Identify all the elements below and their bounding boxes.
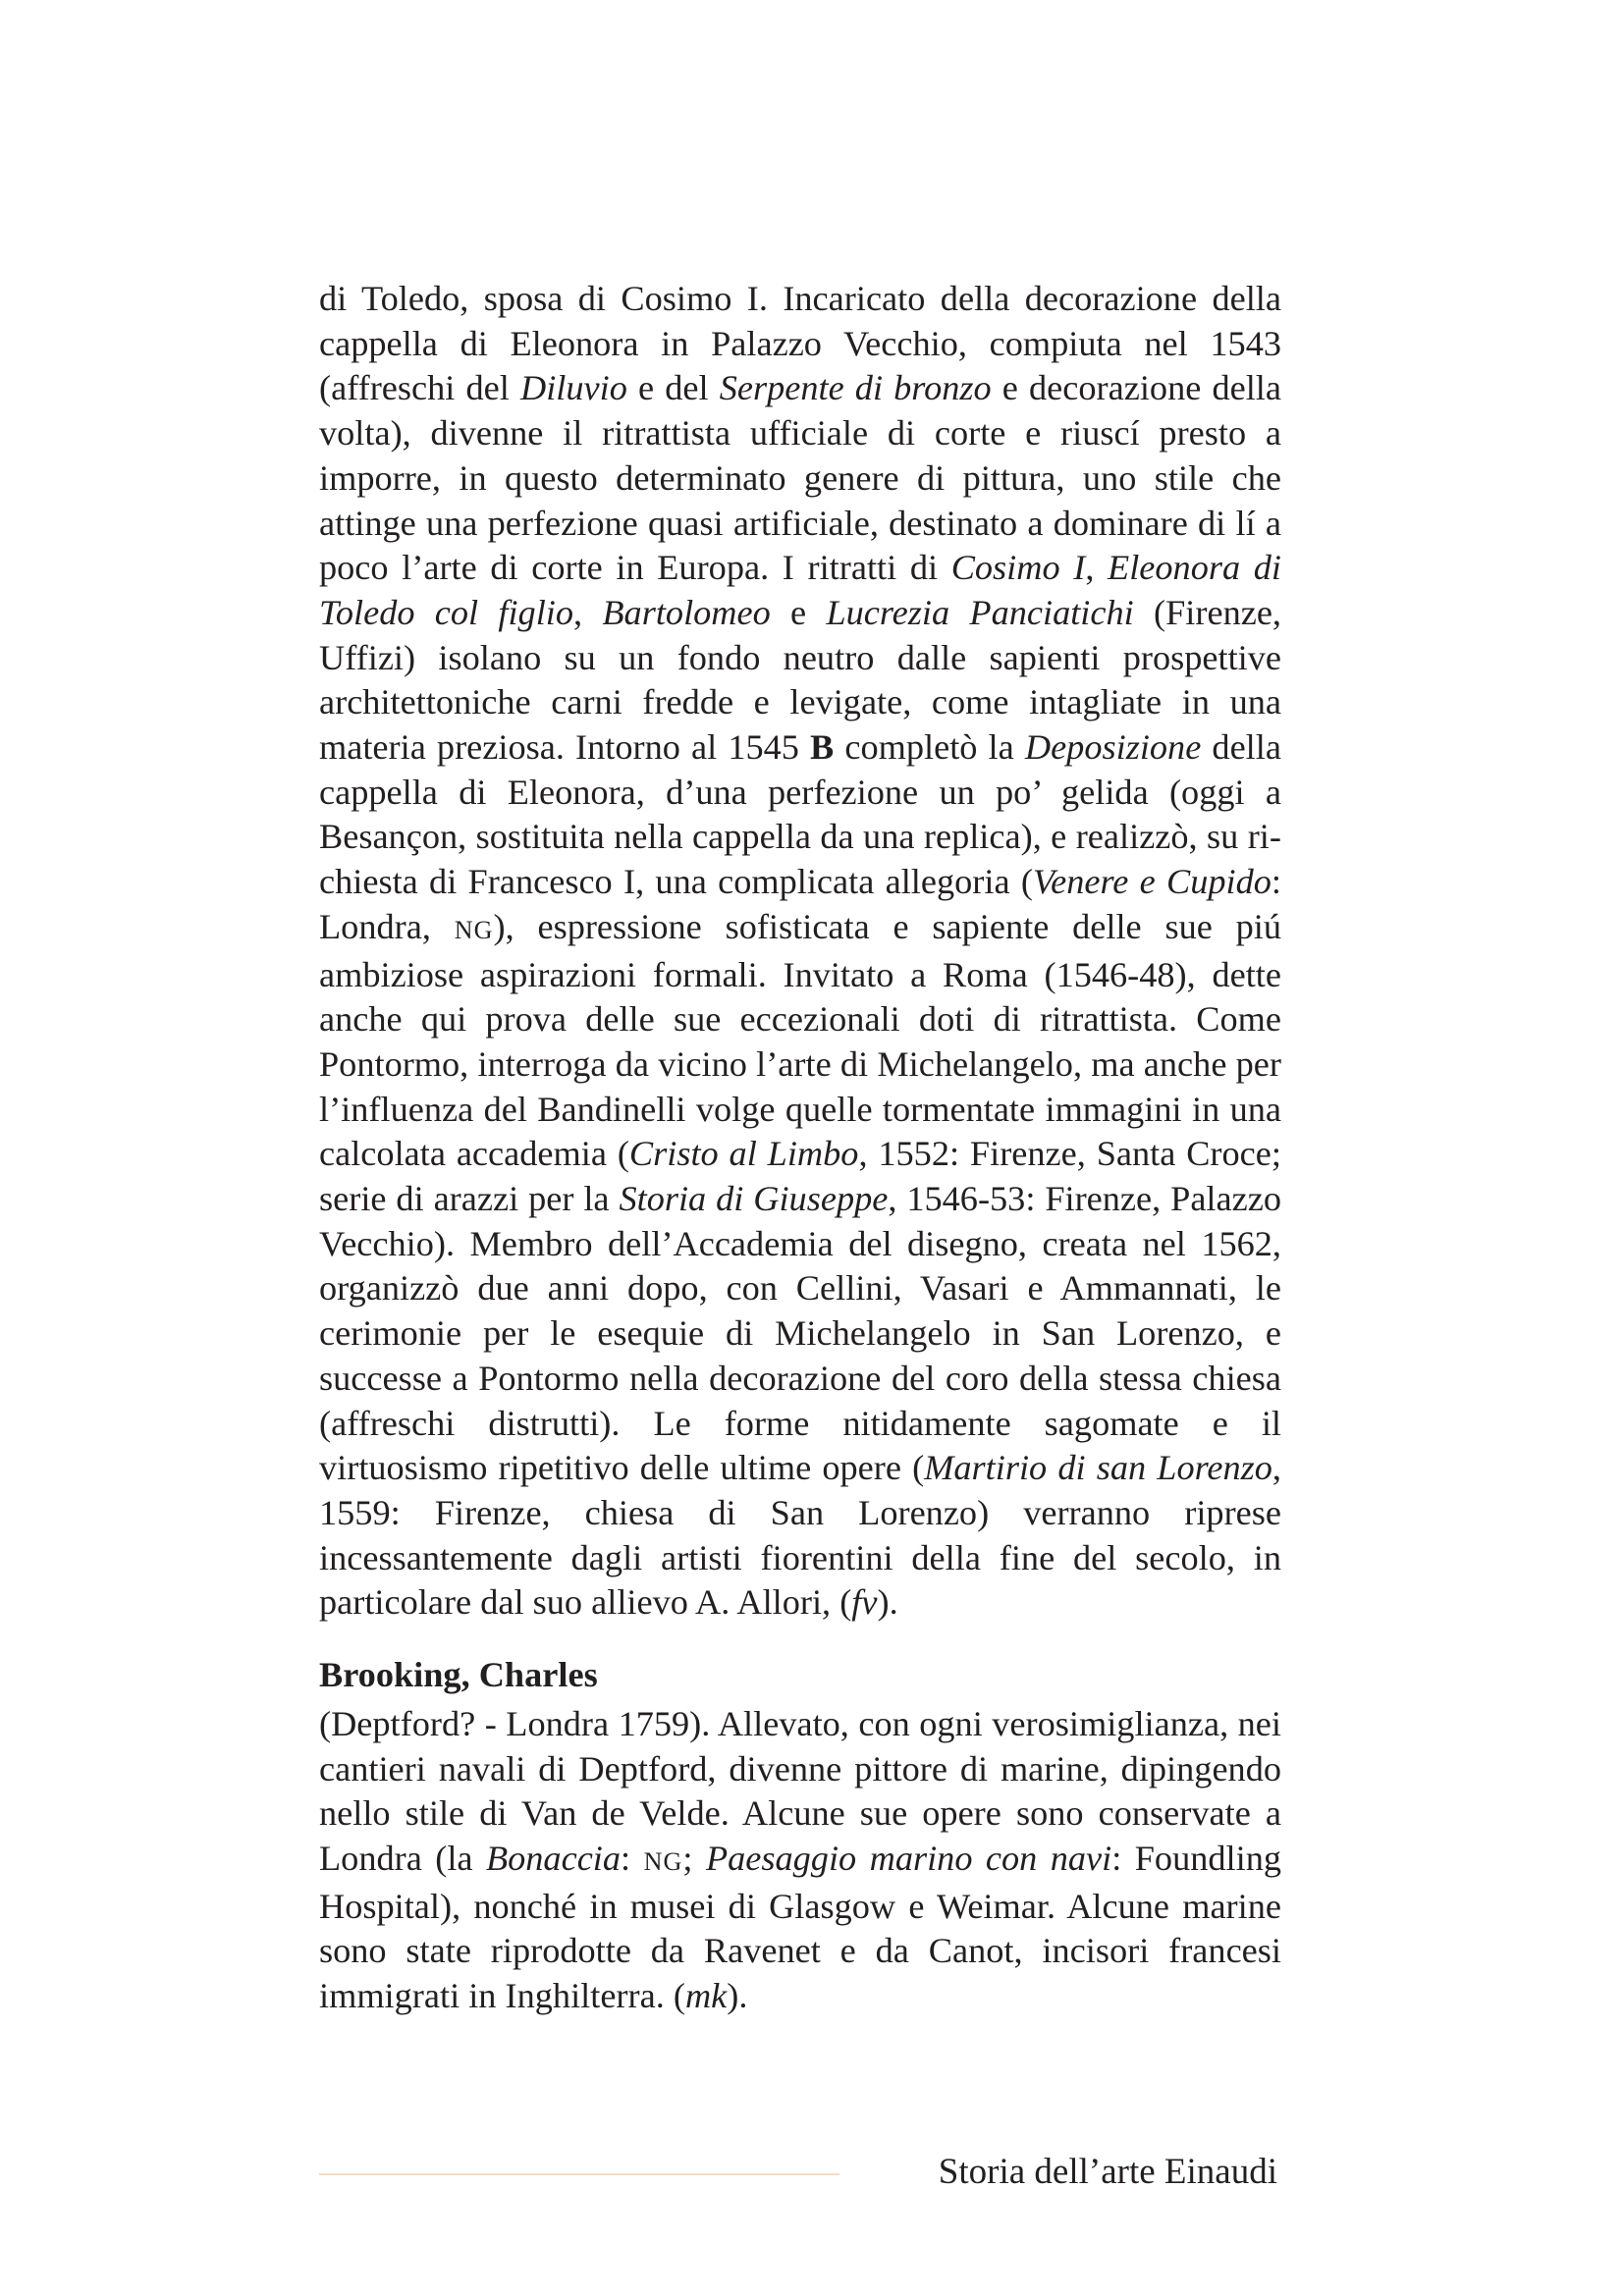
artwork-title: Martirio di san Lorenzo [924, 1448, 1272, 1488]
text-segment: (Firenze, Uffizi) isolano su un fondo neutro dalle sapienti prospettive architettoniche carni fredde e levigate, come intagliate in una materia preziosa. Intorno al 1545 [319, 592, 1282, 768]
text-segment: completò la [834, 727, 1025, 768]
text-segment: e del [626, 368, 720, 408]
artwork-title: Bonaccia [485, 1838, 622, 1878]
text-segment: : Londra, [319, 862, 1281, 946]
artwork-title: Lucrezia Panciatichi [826, 592, 1134, 632]
artwork-title: Paesaggio marino con navi [705, 1838, 1112, 1878]
artwork-title: Deposizione [1024, 727, 1202, 768]
artwork-title: Cosimo I [950, 548, 1086, 588]
artwork-title: Serpente di bronzo [719, 368, 992, 408]
text-segment: e [770, 592, 827, 632]
text-segment: ; [682, 1838, 706, 1878]
artwork-title: Cristo al Limbo [628, 1134, 859, 1174]
text-segment: di Toledo, sposa di Cosimo I. Incaricato della decorazione della cappella di Eleonora in Palazzo Vecchio, compiuta nel 1543 (affreschi del [319, 279, 1281, 408]
text-column [319, 277, 1281, 2019]
artwork-title: Diluvio [519, 368, 627, 408]
text-segment: (Deptford? - Londra 1759). Allevato, con ogni verosimiglianza, nei cantieri navali di Deptford, divenne pittore di marine, dipingendo nello stile di Van de Velde. Alcune sue opere sono conservate a Londra (la [319, 1703, 1281, 1878]
text-segment: e decorazione della volta), divenne il ritrattista ufficiale di corte e riuscí presto a imporre, in questo determinato genere di pittura, uno stile che attinge una perfezione quasi artificiale, destinato a dominare di lí a poco l’arte di corte in Europa. I ritratti di [319, 368, 1281, 588]
text-segment: : Foundling Hospital), nonché in musei di Glasgow e Weimar. Alcune marine sono state riprodotte da Ravenet e da Canot, incisori francesi immigrati in Inghilterra. ( [319, 1838, 1281, 2016]
entry-bronzino-continued-paragraph [319, 277, 1281, 1626]
museum-abbreviation: NG [643, 1846, 683, 1876]
entry-heading: Brooking, Charles [319, 1655, 598, 1695]
artwork-title: Bartolomeo [602, 592, 771, 632]
museum-abbreviation: NG [454, 915, 494, 944]
text-segment: , 1552: Firenze, Santa Croce; serie di arazzi per la [319, 1134, 1281, 1219]
text-segment: : [621, 1838, 644, 1878]
text-segment: , [573, 592, 603, 632]
text-segment: ). [727, 1976, 748, 2016]
text-segment: , 1559: Firenze, chiesa di San Lorenzo) verranno riprese incessantemente dagli artisti fiorentini della fine del secolo, in particolare dal suo allievo A. Allori, ( [319, 1448, 1281, 1623]
artwork-title: Venere e Cupido [1032, 862, 1271, 902]
text-segment: ), espressione sofisticata e sapiente delle sue piú ambiziose aspirazioni formali. Invitato a Roma (1546-48), dette anche qui prova delle sue eccezionali doti di ritrattista. Come Pontormo, interroga da vicino l’arte di Michelangelo, ma anche per l’influenza del Bandinelli volge quelle tormentate immagini in una calcolata accademia ( [319, 906, 1282, 1174]
entry-brooking-paragraph [319, 1702, 1281, 2019]
artwork-title: Storia di Giuseppe [619, 1179, 889, 1219]
text-segment: , [1085, 548, 1109, 588]
artist-initial: B [810, 727, 835, 768]
text-segment: della cappella di Eleonora, d’una perfezione un po’ gelida (oggi a Besançon, sostituita nella cappella da una replica), e realizzò, su richiesta di Francesco I, una complicata allegoria ( [319, 727, 1281, 902]
footer-divider [319, 2173, 839, 2175]
author-initials: fv [851, 1582, 878, 1623]
footer-publication-title: Storia dell’arte Einaudi [938, 2152, 1277, 2192]
artwork-title: Eleonora di Toledo col figlio [319, 548, 1281, 632]
text-segment: , 1546-53: Firenze, Palazzo Vecchio). Membro dell’Accademia del disegno, creata nel 1562, organizzò due anni dopo, con Cellini, Vasari e Ammannati, le cerimonie per le esequie di Michelangelo in San Lorenzo, e successe a Pontormo nella decorazione del coro della stessa chiesa (affreschi distrutti). Le forme nitidamente sagomate e il virtuosismo ripetitivo delle ultime opere ( [319, 1179, 1281, 1488]
text-segment: ). [877, 1582, 898, 1623]
author-initials: mk [684, 1976, 728, 2016]
